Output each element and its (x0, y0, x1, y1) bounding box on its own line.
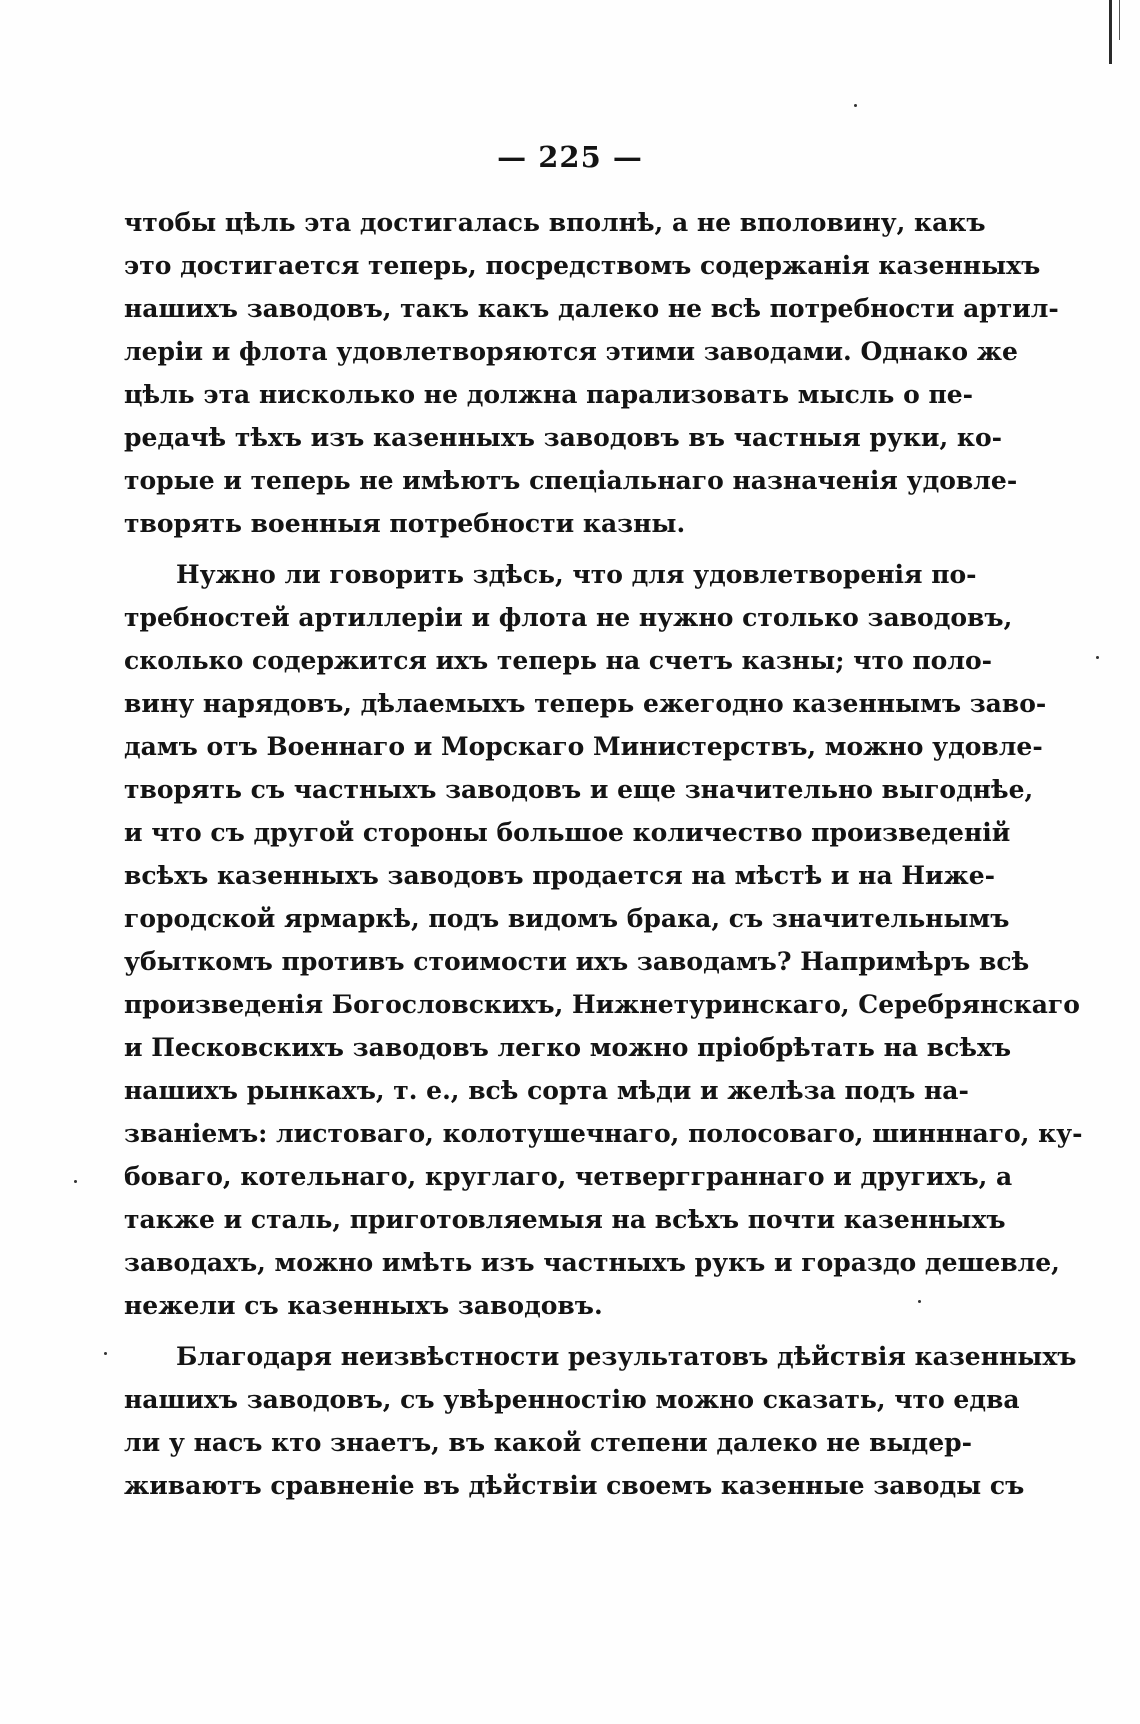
paragraph-gap (124, 1327, 916, 1335)
text-line: Благодаря неизвѣстности результатовъ дѣйствія казенныхъ (176, 1342, 1077, 1371)
body-text (124, 201, 1083, 1507)
text-line: ли у насъ кто знаетъ, въ какой степени далеко не выдер- (124, 1428, 972, 1457)
paragraph-1 (124, 201, 1059, 545)
text-line: нежели съ казенныхъ заводовъ. (124, 1291, 603, 1320)
text-line: творять съ частныхъ заводовъ и еще значительно выгоднѣе, (124, 775, 1034, 804)
text-line: боваго, котельнаго, круглаго, четвергграннаго и другихъ, а (124, 1162, 1013, 1191)
scan-speck (104, 1352, 107, 1355)
text-line: редачѣ тѣхъ изъ казенныхъ заводовъ въ частныя руки, ко- (124, 423, 1002, 452)
scan-speck (1096, 656, 1099, 659)
text-line: городской ярмаркѣ, подъ видомъ брака, съ значительнымъ (124, 904, 1010, 933)
text-line: званіемъ: листоваго, колотушечнаго, полосоваго, шинннаго, ку- (124, 1119, 1083, 1148)
text-line: нашихъ заводовъ, такъ какъ далеко не всѣ потребности артил- (124, 294, 1059, 323)
text-line: нашихъ заводовъ, съ увѣренностію можно сказать, что едва (124, 1385, 1020, 1414)
text-line: торые и теперь не имѣютъ спеціальнаго назначенія удовле- (124, 466, 1018, 495)
paragraph-3 (124, 1335, 1077, 1507)
page-number: — 225 — (497, 140, 643, 174)
text-line: также и сталь, приготовляемыя на всѣхъ почти казенныхъ (124, 1205, 1006, 1234)
text-line: живаютъ сравненіе въ дѣйствіи своемъ казенные заводы съ (124, 1471, 1025, 1500)
text-line: леріи и флота удовлетворяются этими заводами. Однако же (124, 337, 1018, 366)
text-line: это достигается теперь, посредствомъ содержанія казенныхъ (124, 251, 1041, 280)
scan-edge-mark (1109, 0, 1112, 64)
paragraph-gap (124, 545, 916, 553)
text-line: сколько содержится ихъ теперь на счетъ казны; что поло- (124, 646, 992, 675)
scan-speck (854, 104, 857, 107)
text-line: творять военныя потребности казны. (124, 509, 686, 538)
text-line: нашихъ рынкахъ, т. е., всѣ сорта мѣди и желѣза подъ на- (124, 1076, 969, 1105)
text-line: Нужно ли говорить здѣсь, что для удовлетворенія по- (176, 560, 977, 589)
text-line: заводахъ, можно имѣть изъ частныхъ рукъ и гораздо дешевле, (124, 1248, 1060, 1277)
paragraph-2 (124, 553, 1083, 1327)
text-line: дамъ отъ Военнаго и Морскаго Министерствъ, можно удовле- (124, 732, 1043, 761)
scan-speck (74, 1180, 77, 1183)
text-line: всѣхъ казенныхъ заводовъ продается на мѣстѣ и на Ниже- (124, 861, 996, 890)
text-line: и что съ другой стороны большое количество произведеній (124, 818, 1011, 847)
text-line: убыткомъ противъ стоимости ихъ заводамъ? Напримѣръ всѣ (124, 947, 1030, 976)
text-line: требностей артиллеріи и флота не нужно столько заводовъ, (124, 603, 1013, 632)
scan-speck (918, 1300, 921, 1303)
text-line: произведенія Богословскихъ, Нижнетуринскаго, Серебрянскаго (124, 990, 1080, 1019)
scan-edge-mark-thin (1119, 0, 1120, 40)
text-line: чтобы цѣль эта достигалась вполнѣ, а не вполовину, какъ (124, 208, 986, 237)
text-line: вину нарядовъ, дѣлаемыхъ теперь ежегодно казеннымъ заво- (124, 689, 1047, 718)
text-line: и Песковскихъ заводовъ легко можно пріобрѣтать на всѣхъ (124, 1033, 1012, 1062)
text-line: цѣль эта нисколько не должна парализовать мысль о пе- (124, 380, 974, 409)
